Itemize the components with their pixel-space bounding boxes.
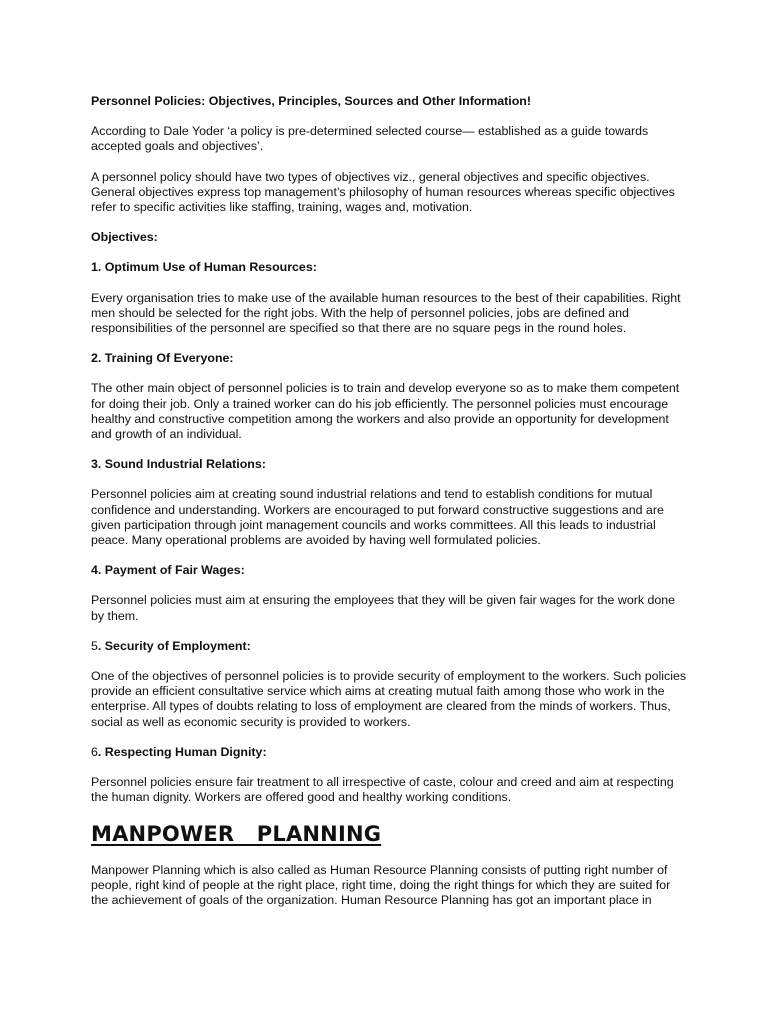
objectives-heading: Objectives:	[91, 230, 158, 245]
intro-paragraph-1: According to Dale Yoder ‘a policy is pre-determined selected course— established as a guide towards accepted goals and objectives’.	[91, 124, 649, 154]
section-1-heading: 1. Optimum Use of Human Resources:	[91, 260, 317, 275]
document-title: Personnel Policies: Objectives, Principles, Sources and Other Information!	[91, 94, 531, 108]
section-3-heading: 3. Sound Industrial Relations:	[91, 457, 266, 472]
section-2-body: The other main object of personnel policies is to train and develop everyone so as to make them competent for doing their job. Only a trained worker can do his job efficiently. The personnel policies must encourage healthy and constructive competition among the workers and also provide an opportunity for development and growth of an individual.	[91, 381, 680, 442]
section-6-heading	[91, 745, 687, 760]
section-5-heading-text: . Security of Employment:	[97, 638, 251, 653]
section-2-heading: 2. Training Of Everyone:	[91, 351, 234, 366]
section-6-heading-text: . Respecting Human Dignity:	[97, 744, 267, 759]
manpower-planning-heading: MANPOWER PLANNING	[91, 821, 382, 846]
section-4-heading: 4. Payment of Fair Wages:	[91, 563, 245, 578]
intro-paragraph-2: A personnel policy should have two types of objectives viz., general objectives and specific objectives. General objectives express top management’s philosophy of human resources whereas specific objectives refer to specific activities like staffing, training, wages and, motivation.	[91, 169, 675, 215]
section-5-heading	[91, 639, 687, 654]
section-1-body: Every organisation tries to make use of the available human resources to the best of their capabilities. Right men should be selected for the right jobs. With the help of personnel policies, jobs are defined and responsibilities of the personnel are specified so that there are no square pegs in the round holes.	[91, 290, 681, 336]
manpower-planning-body: Manpower Planning which is also called as Human Resource Planning consists of putting right number of people, right kind of people at the right place, right time, doing the right things for which they are suited for the achievement of goals of the organization. Human Resource Planning has got an important place in	[91, 862, 671, 907]
section-5-number: 5	[91, 638, 98, 653]
section-4-body: Personnel policies must aim at ensuring the employees that they will be given fair wages for the work done by them.	[91, 593, 676, 623]
section-6-body: Personnel policies ensure fair treatment to all irrespective of caste, colour and creed and aim at respecting the human dignity. Workers are offered good and healthy working conditions.	[91, 775, 674, 805]
document-content	[91, 94, 687, 923]
section-6-number: 6	[91, 744, 98, 759]
section-3-body: Personnel policies aim at creating sound industrial relations and tend to establish conditions for mutual confidence and understanding. Workers are encouraged to put forward constructive suggestions and are given participation through joint management councils and works committees. All this leads to industrial peace. Many operational problems are avoided by having well formulated policies.	[91, 487, 664, 548]
section-5-body: One of the objectives of personnel policies is to provide security of employment to the workers. Such policies provide an efficient consultative service which aims at creating mutual faith among those who work in the enterprise. All types of doubts relating to loss of employment are cleared from the minds of workers. Thus, social as well as economic security is provided to workers.	[91, 669, 687, 729]
